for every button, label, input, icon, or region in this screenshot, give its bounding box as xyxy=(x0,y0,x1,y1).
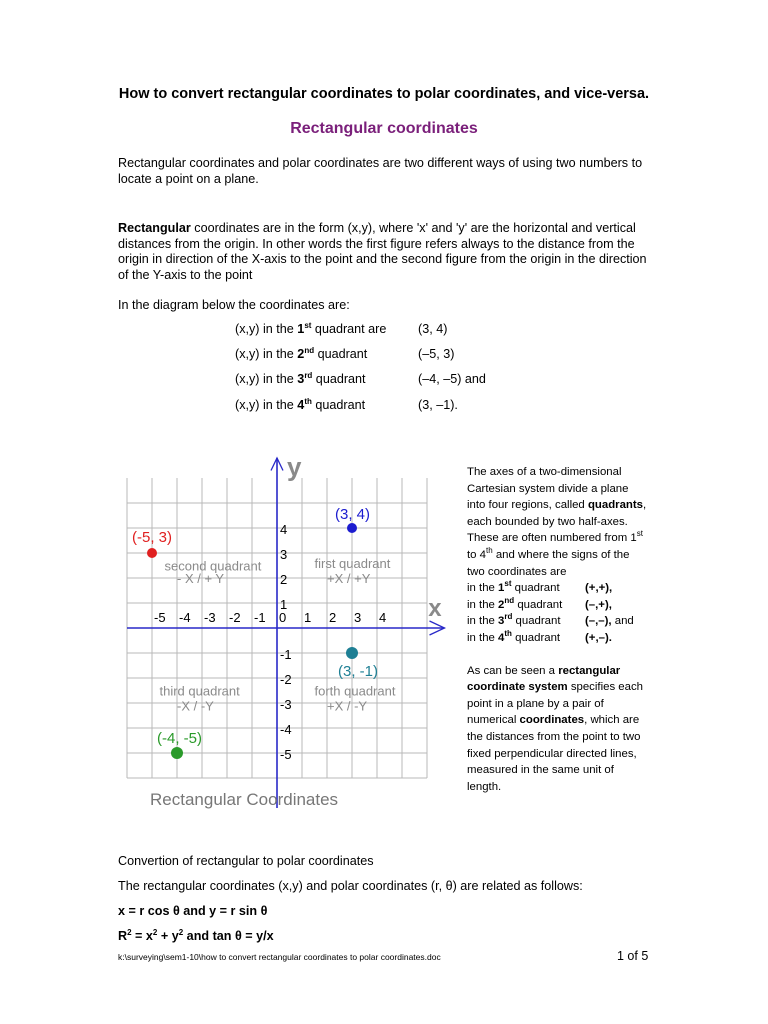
sidebar-paragraph-1: The axes of a two-dimensional Cartesian system divide a plane into four regions, called quadrants, each bounded by two half-axes. These are often numbered from 1st to 4th and where the signs of the two coordinates are xyxy=(467,466,647,578)
data-point-label: (-5, 3) xyxy=(132,529,173,546)
data-point-label: (3, -1) xyxy=(338,663,379,680)
quadrant-signs-fourth: +X / -Y xyxy=(327,698,368,714)
data-point-label: (3, 4) xyxy=(335,506,371,523)
points xyxy=(132,506,378,759)
data-point xyxy=(347,523,357,533)
y-tick-label: 4 xyxy=(280,522,288,537)
sidebar-quadrant-row: in the 1st quadrant (+,+), xyxy=(467,579,613,595)
quadrant-signs-first: +X / +Y xyxy=(327,571,371,586)
x-tick-label: 2 xyxy=(329,610,337,625)
intro-paragraph: Rectangular coordinates and polar coordinates are two different ways of using two numbers to locate a point on a plane. xyxy=(118,156,643,186)
y-axis-label: y xyxy=(287,451,302,482)
x-tick-label: 1 xyxy=(304,610,312,625)
sidebar-quadrant-row: in the 4th quadrant (+,–). xyxy=(467,629,612,644)
coordinate-value: (3, 4) xyxy=(418,322,448,336)
x-tick-label: -3 xyxy=(204,610,216,625)
data-point-label: (-4, -5) xyxy=(157,730,202,747)
data-point xyxy=(346,647,358,659)
data-point xyxy=(147,548,157,558)
rectangular-bold: Rectangular xyxy=(118,221,191,235)
y-tick-label: -4 xyxy=(280,722,292,737)
sidebar-paragraph-2: As can be seen a rectangular coordinate system specifies each point in a plane by a pair of numerical coordinates, which are the distances from the point to two fixed perpendicular directed lines, measured in the same unit of length. xyxy=(467,664,644,793)
coordinate-value: (–4, –5) and xyxy=(418,372,486,386)
sidebar-quadrant-row: in the 2nd quadrant (–,+), xyxy=(467,595,612,611)
quadrant-signs-third: -X / -Y xyxy=(177,698,214,714)
conversion-intro: The rectangular coordinates (x,y) and polar coordinates (r, θ) are related as follows: xyxy=(118,879,583,893)
y-tick-label: 2 xyxy=(280,572,288,587)
x-tick-label: 4 xyxy=(379,610,387,625)
footer-page-number: 1 of 5 xyxy=(617,949,649,963)
formula-1: x = r cos θ and y = r sin θ xyxy=(118,904,268,918)
quadrant-label-third: third quadrant xyxy=(159,683,240,699)
coordinate-value: (3, –1). xyxy=(418,398,458,412)
document-title: How to convert rectangular coordinates to polar coordinates, and vice-versa. xyxy=(118,86,650,102)
quadrant-label-first: first quadrant xyxy=(314,556,391,571)
formula-2: $R^2 = x^2 + y^2$ and tan θ = y/x xyxy=(118,927,274,943)
x-tick-label: 0 xyxy=(279,610,287,625)
y-tick-label: 1 xyxy=(280,597,288,612)
x-tick-label: -1 xyxy=(254,610,266,625)
sidebar-quadrant-row: in the 3rd quadrant (–,–), and xyxy=(467,612,634,628)
conversion-heading: Convertion of rectangular to polar coordinates xyxy=(118,854,374,868)
quadrant-label-second: second quadrant xyxy=(164,558,262,574)
y-tick-label: -2 xyxy=(280,672,292,687)
rectangular-text: coordinates are in the form (x,y), where 'x' and 'y' are the horizontal and vertical distances from the origin. In other words the first figure refers always to the distance from the origin in direction of the X-axis to the point and the second figure from the origin in the direction of the Y-axis to the point xyxy=(118,221,647,282)
quadrant-signs-second: - X / + Y xyxy=(177,571,225,586)
y-tick-label: -5 xyxy=(280,747,292,762)
x-tick-label: -5 xyxy=(154,610,166,625)
data-point xyxy=(171,747,183,759)
footer-file-path: k:\surveying\sem1-10\how to convert rectangular coordinates to polar coordinates.doc xyxy=(118,952,441,962)
y-tick-label: -1 xyxy=(280,647,292,662)
diagram-intro: In the diagram below the coordinates are: xyxy=(118,298,350,312)
y-tick-label: -3 xyxy=(280,697,292,712)
quadrant-label-fourth: forth quadrant xyxy=(314,683,396,699)
x-tick-label: -2 xyxy=(229,610,241,625)
diagram-caption: Rectangular Coordinates xyxy=(150,790,339,809)
section-heading: Rectangular coordinates xyxy=(290,120,478,137)
x-tick-label: 3 xyxy=(354,610,362,625)
x-tick-label: -4 xyxy=(179,610,191,625)
y-tick-label: 3 xyxy=(280,547,288,562)
sidebar-text xyxy=(467,464,647,795)
x-axis-label: x xyxy=(428,595,442,622)
coordinate-value: (–5, 3) xyxy=(418,347,455,361)
